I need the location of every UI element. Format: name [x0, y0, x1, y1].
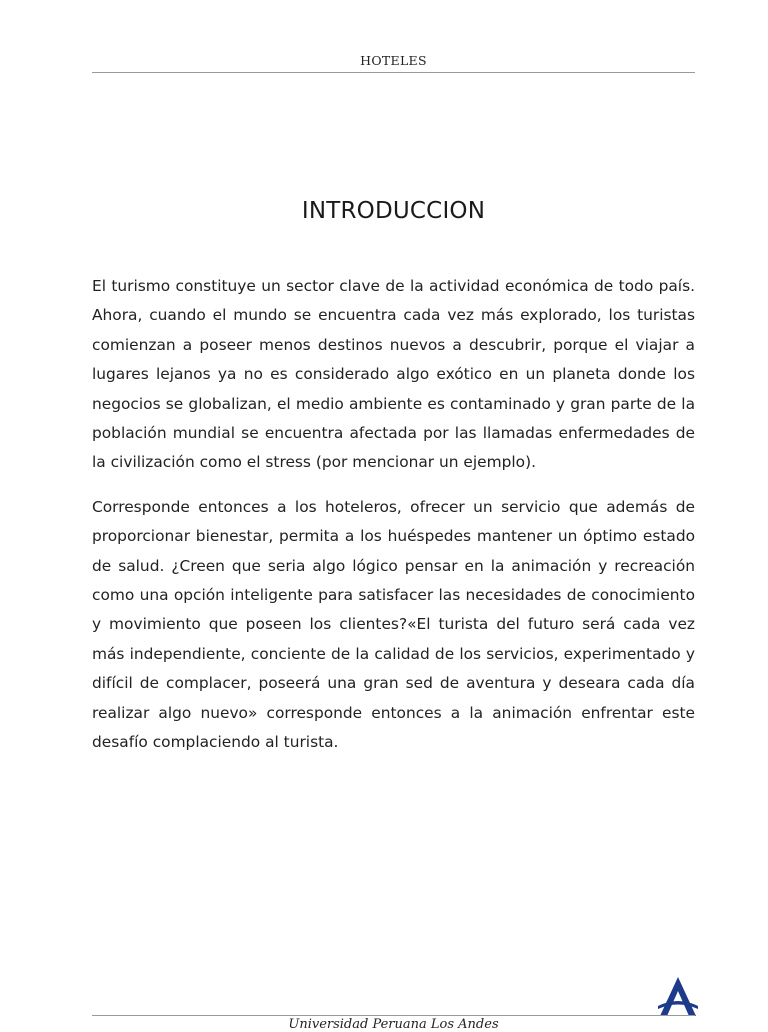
- running-header: HOTELES: [360, 53, 427, 68]
- header-divider: [92, 72, 695, 73]
- body-text: [92, 272, 695, 773]
- paragraph-1: El turismo constituye un sector clave de la actividad económica de todo país. Ahora, cuando el mundo se encuentra cada vez más explorado, los turistas comienzan a poseer menos destinos nuevos a descubrir, porque el viajar a lugares lejanos ya no es considerado algo exótico en un planeta donde los negocios se globalizan, el medio ambiente es contaminado y gran parte de la población mundial se encuentra afectada por las llamadas enfermedades de la civilización como el stress (por mencionar un ejemplo).: [92, 277, 695, 472]
- paragraph-2: Corresponde entonces a los hoteleros, ofrecer un servicio que además de proporcionar bienestar, permita a los huéspedes mantener un óptimo estado de salud. ¿Creen que seria algo lógico pensar en la animación y recreación como una opción inteligente para satisfacer las necesidades de conocimiento y movimiento que poseen los clientes?«El turista del futuro será cada vez más independiente, conciente de la calidad de los servicios, experimentado y difícil de complacer, poseerá una gran sed de aventura y deseara cada día realizar algo nuevo» corresponde entonces a la animación enfrentar este desafío complaciendo al turista.: [92, 497, 695, 752]
- page-title: INTRODUCCION: [301, 198, 486, 224]
- footer-institution: Universidad Peruana Los Andes: [288, 1017, 499, 1032]
- university-logo-icon: [654, 974, 702, 1020]
- footer-divider: [92, 1015, 695, 1016]
